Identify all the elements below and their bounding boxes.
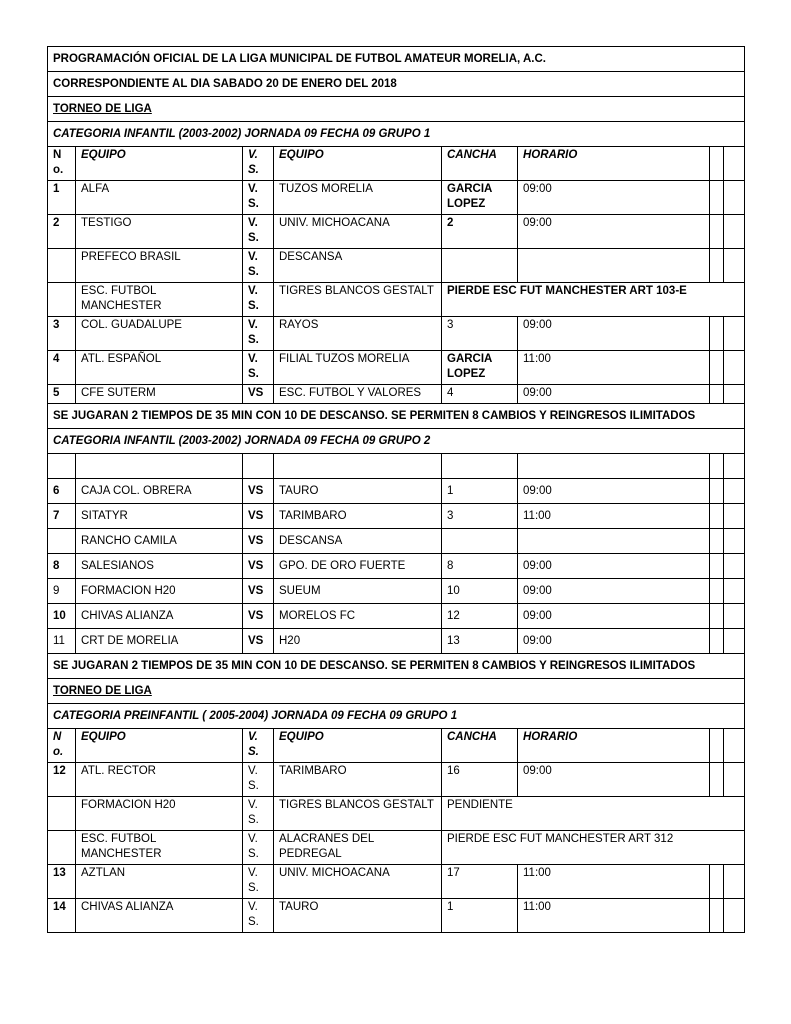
table-row: FORMACION H20 V. S. TIGRES BLANCOS GESTALT PENDIENTE	[48, 797, 745, 831]
torneo-row	[48, 97, 745, 122]
header-equipo-local: EQUIPO	[76, 147, 243, 181]
header-blank-2	[724, 147, 745, 181]
rules-row	[48, 404, 745, 429]
table-row: 14 CHIVAS ALIANZA V. S. TAURO 1 11:00	[48, 899, 745, 933]
category-title: CATEGORIA PREINFANTIL ( 2005-2004) JORNADA 09 FECHA 09 GRUPO 1	[48, 704, 745, 729]
category-title: CATEGORIA INFANTIL (2003-2002) JORNADA 09 FECHA 09 GRUPO 1	[48, 122, 745, 147]
torneo-label: TORNEO DE LIGA	[48, 97, 745, 122]
schedule-table	[47, 46, 745, 933]
header-equipo-local: EQUIPO	[76, 729, 243, 763]
result-note: PENDIENTE	[442, 797, 745, 831]
table-row: 7 SITATYR VS TARIMBARO 3 11:00	[48, 504, 745, 529]
header-vs: V. S.	[243, 729, 274, 763]
rules-note: SE JUGARAN 2 TIEMPOS DE 35 MIN CON 10 DE DESCANSO. SE PERMITEN 8 CAMBIOS Y REINGRESOS ILIMITADOS	[48, 404, 745, 429]
header-blank-1	[710, 147, 724, 181]
table-row: 3 COL. GUADALUPE V. S. RAYOS 3 09:00	[48, 317, 745, 351]
torneo-label: TORNEO DE LIGA	[48, 679, 745, 704]
category-title: CATEGORIA INFANTIL (2003-2002) JORNADA 09 FECHA 09 GRUPO 2	[48, 429, 745, 454]
date-row	[48, 72, 745, 97]
table-row: 8 SALESIANOS VS GPO. DE ORO FUERTE 8 09:00	[48, 554, 745, 579]
table-row: 10 CHIVAS ALIANZA VS MORELOS FC 12 09:00	[48, 604, 745, 629]
table-row: 4 ATL. ESPAÑOL V. S. FILIAL TUZOS MORELIA GARCIA LOPEZ 11:00	[48, 351, 745, 385]
header-horario: HORARIO	[518, 147, 710, 181]
title-row	[48, 47, 745, 72]
header-equipo-visitante: EQUIPO	[274, 729, 442, 763]
date-line: CORRESPONDIENTE AL DIA SABADO 20 DE ENERO DEL 2018	[48, 72, 745, 97]
document-title: PROGRAMACIÓN OFICIAL DE LA LIGA MUNICIPAL DE FUTBOL AMATEUR MORELIA, A.C.	[48, 47, 745, 72]
result-note: PIERDE ESC FUT MANCHESTER ART 312	[442, 831, 745, 865]
header-equipo-visitante: EQUIPO	[274, 147, 442, 181]
header-no: N o.	[48, 147, 76, 181]
header-horario: HORARIO	[518, 729, 710, 763]
table-row: 5 CFE SUTERM VS ESC. FUTBOL Y VALORES 4 09:00	[48, 385, 745, 404]
spacer-row	[48, 454, 745, 479]
table-row: 9 FORMACION H20 VS SUEUM 10 09:00	[48, 579, 745, 604]
category-row	[48, 122, 745, 147]
table-row: 6 CAJA COL. OBRERA VS TAURO 1 09:00	[48, 479, 745, 504]
table-row: PREFECO BRASIL V. S. DESCANSA	[48, 249, 745, 283]
table-row: 11 CRT DE MORELIA VS H20 13 09:00	[48, 629, 745, 654]
header-cancha: CANCHA	[442, 729, 518, 763]
header-cancha: CANCHA	[442, 147, 518, 181]
table-row: 1 ALFA V. S. TUZOS MORELIA GARCIA LOPEZ 09:00	[48, 181, 745, 215]
table-row: RANCHO CAMILA VS DESCANSA	[48, 529, 745, 554]
column-header-row	[48, 729, 745, 763]
table-row: ESC. FUTBOL MANCHESTER V. S. ALACRANES DEL PEDREGAL PIERDE ESC FUT MANCHESTER ART 312	[48, 831, 745, 865]
table-row: 12 ATL. RECTOR V. S. TARIMBARO 16 09:00	[48, 763, 745, 797]
schedule-document	[47, 46, 744, 933]
column-header-row	[48, 147, 745, 181]
category-row	[48, 429, 745, 454]
rules-note: SE JUGARAN 2 TIEMPOS DE 35 MIN CON 10 DE DESCANSO. SE PERMITEN 8 CAMBIOS Y REINGRESOS ILIMITADOS	[48, 654, 745, 679]
result-note: PIERDE ESC FUT MANCHESTER ART 103-E	[442, 283, 745, 317]
table-row: 2 TESTIGO V. S. UNIV. MICHOACANA 2 09:00	[48, 215, 745, 249]
category-row	[48, 704, 745, 729]
header-no: N o.	[48, 729, 76, 763]
table-row: 13 AZTLAN V. S. UNIV. MICHOACANA 17 11:00	[48, 865, 745, 899]
torneo-row	[48, 679, 745, 704]
rules-row	[48, 654, 745, 679]
table-row: ESC. FUTBOL MANCHESTER V. S. TIGRES BLANCOS GESTALT PIERDE ESC FUT MANCHESTER ART 103-E	[48, 283, 745, 317]
header-vs: V. S.	[243, 147, 274, 181]
